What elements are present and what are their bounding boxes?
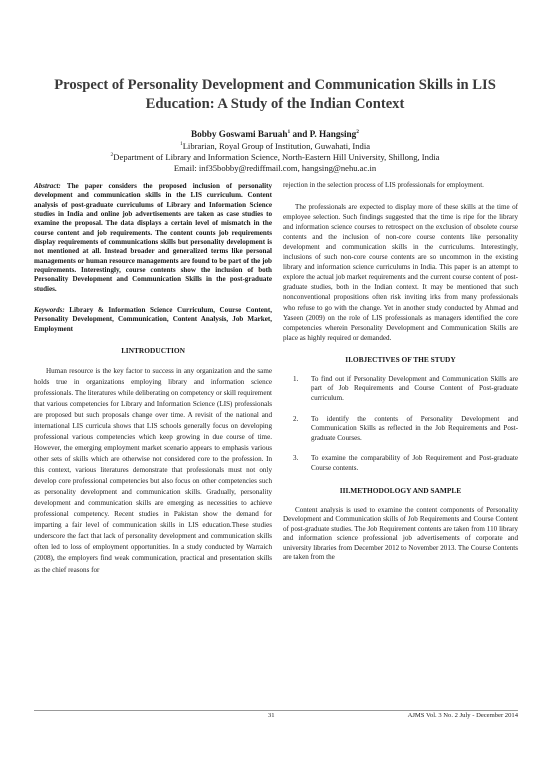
right-column xyxy=(283,180,518,563)
author-block xyxy=(30,129,520,174)
objective-text: To find out if Personality Development and Communication Skills are part of Job Requirements and Course Content of Post-graduate curriculum. xyxy=(311,374,518,402)
journal-footer: AJMS Vol. 3 No. 2 July - December 2014 xyxy=(407,712,518,719)
objective-number: 2. xyxy=(293,414,299,423)
abstract-text: The paper considers the proposed inclusion of personality development and communication skills in the LIS curriculum. Content analysis of post-graduate curriculums of Library and Information Science studies in India and online job advertisements are taken as case studies to examine the proposal. The data displays a certain level of mismatch in the course content and job requirements. The content counts job requirements display requirements of communications skills but personality development is not mentioned at all. Instead broader and generalized terms like personal managements or human resource managements are found to be part of the job requirements. Interestingly, course contents show the inclusion of both Personality Development and Communication Skills in the post-graduate studies. xyxy=(34,182,272,293)
keywords xyxy=(34,306,272,334)
left-column xyxy=(34,182,272,576)
objective-number: 3. xyxy=(293,454,299,463)
objectives-heading: II.OBJECTIVES OF THE STUDY xyxy=(345,354,456,364)
objective-item xyxy=(283,375,518,404)
objective-number: 1. xyxy=(293,374,299,383)
affiliation-2 xyxy=(30,152,520,163)
keywords-label: Keywords: xyxy=(34,306,65,315)
intro-continued-paragraph: rejection in the selection process of LIS professionals for employment. xyxy=(283,181,484,189)
introduction-text: Human resource is the key factor to success in any organization and the same holds true in organizations employing library and information science professionals. The literatures while deliberating on competency or skill requirement that various competencies for Library and Information Science (LIS) professionals are proposed but such proposals change over time. A revisit of the national and international LIS curricula shows that LIS schools generally focus on developing professional various competencies which keep growing in due course of time. However, the emerging employment market scenario appears to emphasis various other sets of skills which are otherwise not considered core to the profession. In this context, various literatures demonstrate that professionals must not only develop core professional competencies but also focus on other competencies such as personality development and communication skills. Gradually, personality development and communication skills are emerging as necessities to achieve professional competency. Recent studies in Pakistan show the demand for imparting a fair level of communication skills in LIS education.These studies underscore the fact that lack of personality development and communication skills often led to loss of employment opportunities. In a study conducted by Warraich (2008), the employers find weak communication, practical and presentation skills as the chief reasons for xyxy=(34,366,272,574)
objective-text: To examine the comparability of Job Requirement and Post-graduate Course contents. xyxy=(311,454,518,472)
methodology-heading: III.METHODOLOGY AND SAMPLE xyxy=(339,485,462,495)
author-email: Email: inf35bobby@rediffmail.com, hangsing@nehu.ac.in xyxy=(173,163,377,173)
abstract xyxy=(34,182,272,294)
author-2-affil-mark: 2 xyxy=(356,128,360,135)
affiliation-1-mark: 1 xyxy=(179,141,183,148)
author-2: and P. Hangsing xyxy=(290,129,357,139)
affiliation-1-text: Librarian, Royal Group of Institution, Guwahati, India xyxy=(182,141,371,151)
author-names xyxy=(30,129,520,140)
objectives-list xyxy=(283,375,518,474)
page-number: 31 xyxy=(268,712,275,719)
keywords-text: Library & Information Science Curriculum, Course Content, Personality Development, Communication, Content Analysis, Job Market, Employment xyxy=(34,306,272,333)
objective-item xyxy=(283,454,518,473)
affiliation-1 xyxy=(30,141,520,152)
introduction-heading: I.INTRODUCTION xyxy=(121,346,185,356)
paper-title: Prospect of Personality Development and Communication Skills in LIS Education: A Study of the Indian Context xyxy=(54,77,496,112)
intro-second-paragraph: The professionals are expected to display more of these skills at the time of employee selection. Such findings suggested that the time is ripe for the library and information science courses to retrospect on the exclusion of obsolete course contents and the inclusion of non-core course contents like personality development and communication skills in the curriculums. Interestingly, inclusions of such non-core course contents are so uncommon in the existing library and information science curriculums in India. This paper is an attempt to explore the actual job market requirements and the current course content of post-graduate studies, both in the Indian context. It may be mentioned that such nonconventional propositions often risk inviting irks from many professionals who refuse to go with the change. Yet in another study conducted by Ahmad and Yaseen (2009) on the role of LIS professionals as managers identified the core competencies wherein Personality Development and Communication Skills are place as highly required or demanded. xyxy=(283,203,518,342)
objective-item xyxy=(283,415,518,444)
footer-rule xyxy=(34,710,518,711)
affiliation-2-text: Department of Library and Information Science, North-Eastern Hill University, Shillong, India xyxy=(113,152,440,162)
author-1-affil-mark: 1 xyxy=(287,128,291,135)
abstract-label: Abstract: xyxy=(34,182,61,190)
affiliation-2-mark: 2 xyxy=(110,152,114,159)
methodology-text: Content analysis is used to examine the content components of Personality Development and Communication skills of Job Requirements and Course Content of post-graduate studies. The Job Requirement contents are taken from 110 library and information science professional job advertisements of corporate and university libraries from December 2012 to November 2013. The Course Contents are taken from the xyxy=(283,505,518,562)
objective-text: To identify the contents of Personality Development and Communication Skills as reflected in the Job Requirements and Post-graduate Courses. xyxy=(311,414,518,442)
author-1: Bobby Goswami Baruah xyxy=(190,129,288,139)
